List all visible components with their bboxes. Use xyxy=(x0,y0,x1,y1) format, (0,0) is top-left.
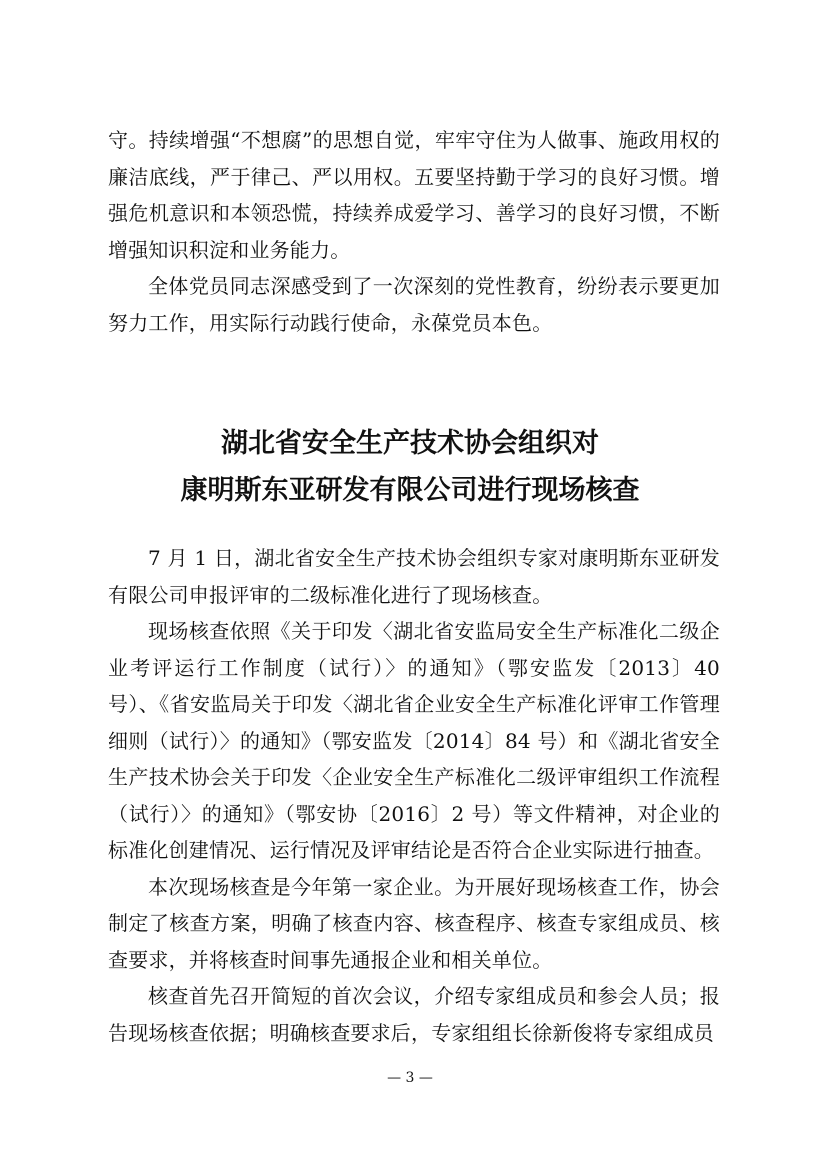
previous-article-continuation xyxy=(108,122,720,341)
paragraph: 全体党员同志深感受到了一次深刻的党性教育，纷纷表示要更加努力工作，用实际行动践行使命，永葆党员本色。 xyxy=(108,274,720,335)
paragraph: 7 月 1 日，湖北省安全生产技术协会组织专家对康明斯东亚研发有限公司申报评审的二级标准化进行了现场核查。 xyxy=(108,546,720,607)
article-title xyxy=(60,420,760,514)
article-title-line-1: 湖北省安全生产技术协会组织对 xyxy=(221,428,599,459)
article-body xyxy=(108,540,720,1051)
paragraph: 现场核查依照《关于印发〈湖北省安监局安全生产标准化二级企业考评运行工作制度（试行）〉的通知》（鄂安监发〔2013〕40 号）、《省安监局关于印发〈湖北省企业安全生产标准化评审工作管理细则（试行）〉的通知》（鄂安监发〔2014〕84 号）和《湖北省安全生产技术协会关于印发〈企业安全生产标准化二级评审组织工作流程（试行）〉的通知》（鄂安协〔2016〕2 号）等文件精神，对企业的标准化创建情况、运行情况及评审结论是否符合企业实际进行抽查。 xyxy=(108,619,720,862)
paragraph: 本次现场核查是今年第一家企业。为开展好现场核查工作，协会制定了核查方案，明确了核查内容、核查程序、核查专家组成员、核查要求，并将核查时间事先通报企业和相关单位。 xyxy=(108,874,720,972)
article-title-line-2: 康明斯东亚研发有限公司进行现场核查 xyxy=(180,475,640,506)
paragraph: 守。持续增强“不想腐”的思想自觉，牢牢守住为人做事、施政用权的廉洁底线，严于律己、严以用权。五要坚持勤于学习的良好习惯。增强危机意识和本领恐慌，持续养成爱学习、善学习的良好习惯，不断增强知识积淀和业务能力。 xyxy=(108,128,720,262)
paragraph: 核查首先召开简短的首次会议，介绍专家组成员和参会人员；报告现场核查依据；明确核查要求后，专家组组长徐新俊将专家组成员 xyxy=(108,984,720,1045)
page-number: — 3 — xyxy=(387,1070,433,1086)
